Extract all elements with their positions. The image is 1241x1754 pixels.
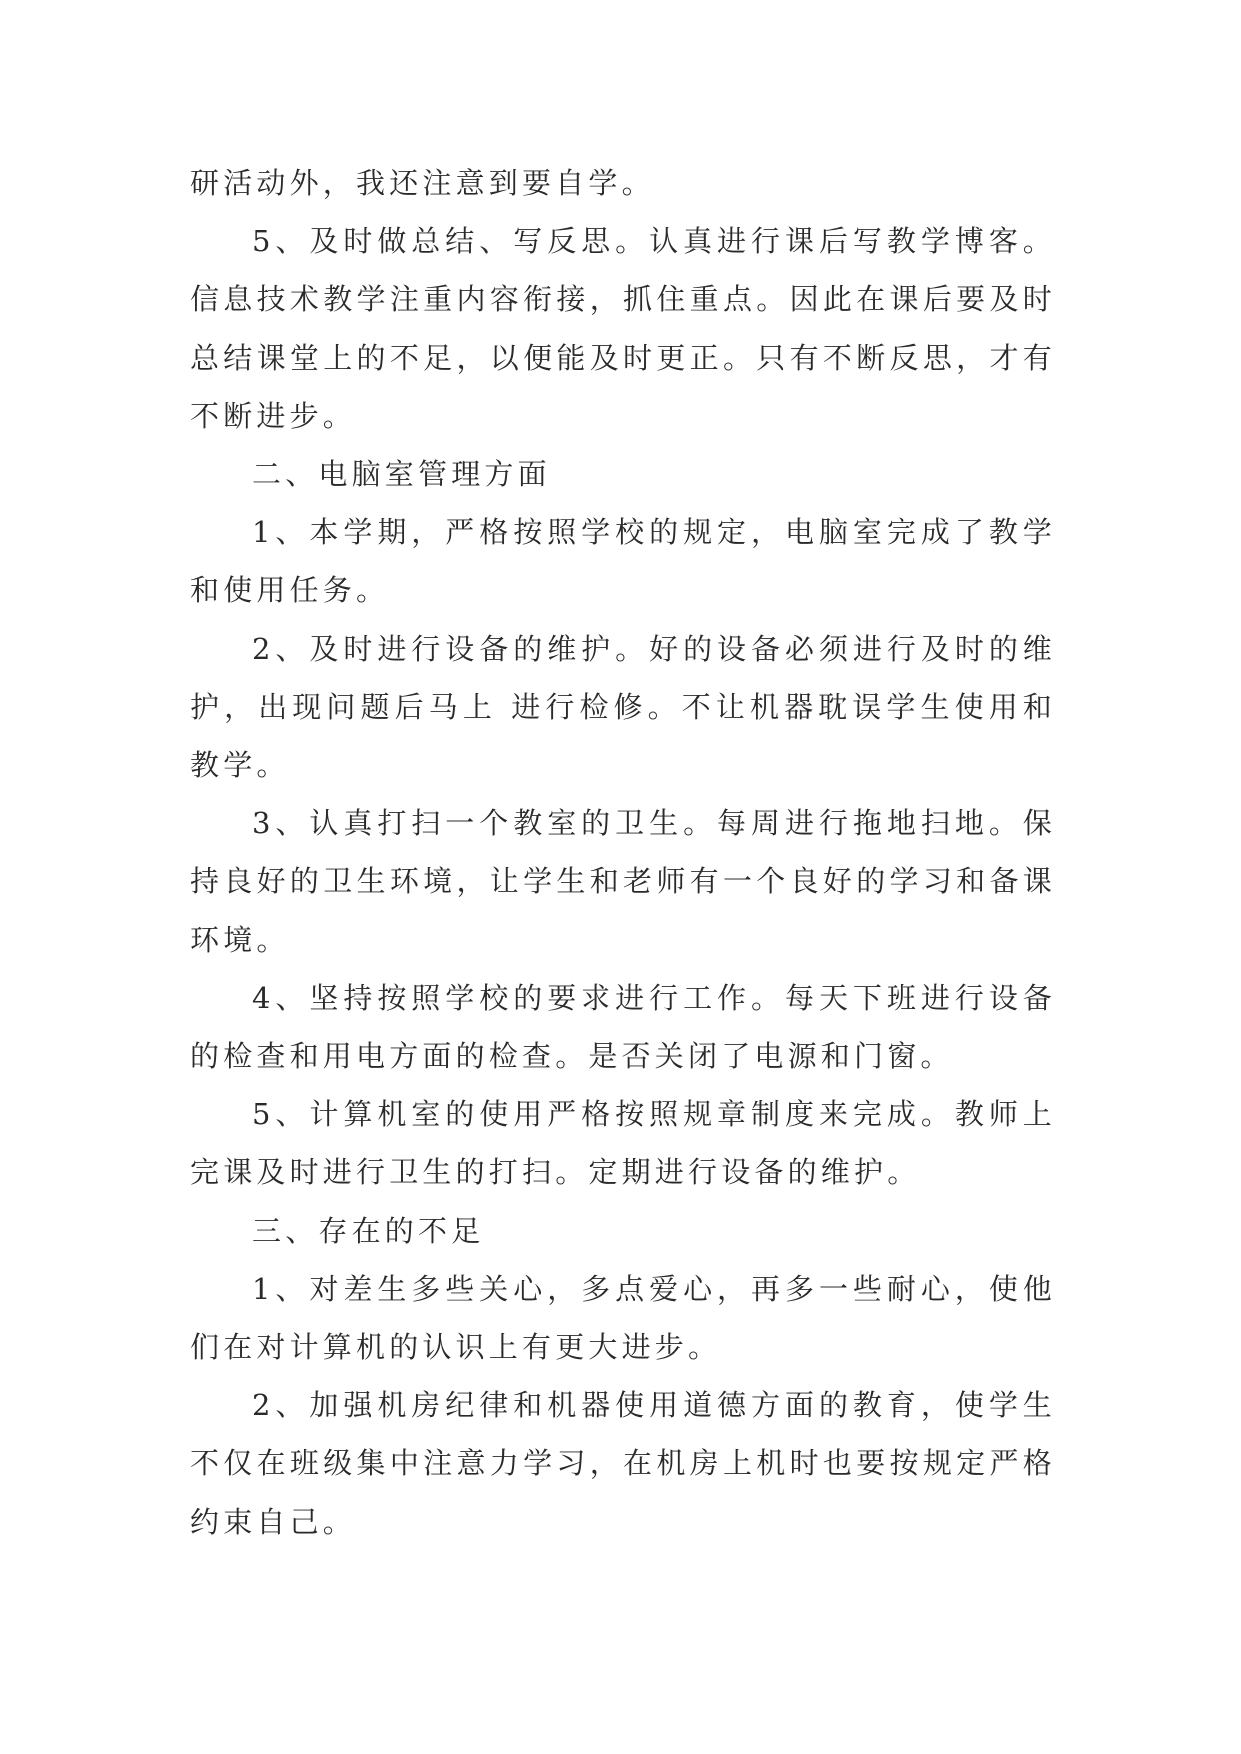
paragraph-item-5-reflection: 5、及时做总结、写反思。认真进行课后写教学博客。信息技术教学注重内容衔接，抓住重点。因此在课后要及时总结课堂上的不足，以便能及时更正。只有不断反思，才有不断进步。 <box>190 224 1056 433</box>
section-heading-shortcomings: 三、存在的不足 <box>252 1213 485 1248</box>
paragraph-item-3-cleaning: 3、认真打扫一个教室的卫生。每周进行拖地扫地。保持良好的卫生环境，让学生和老师有一个良好的学习和备课环境。 <box>190 806 1056 957</box>
paragraph-continuation: 研活动外，我还注意到要自学。 <box>190 166 655 200</box>
document-body <box>190 154 1056 1551</box>
paragraph-item-5-rules: 5、计算机室的使用严格按照规章制度来完成。教师上完课及时进行卫生的打扫。定期进行设备的维护。 <box>190 1097 1056 1190</box>
paragraph-item-4-inspection: 4、坚持按照学校的要求进行工作。每天下班进行设备的检查和用电方面的检查。是否关闭了电源和门窗。 <box>190 980 1056 1074</box>
paragraph-item-2-maintenance: 2、及时进行设备的维护。好的设备必须进行及时的维护，出现问题后马上 进行检修。不让机器耽误学生使用和教学。 <box>190 631 1056 783</box>
paragraph-item-1-semester: 1、本学期，严格按照学校的规定，电脑室完成了教学和使用任务。 <box>190 515 1056 608</box>
section-heading-computer-room-management: 二、电脑室管理方面 <box>252 457 551 492</box>
paragraph-item-2-discipline: 2、加强机房纪律和机器使用道德方面的教育，使学生不仅在班级集中注意力学习，在机房上机时也要按规定严格约束自己。 <box>190 1388 1056 1539</box>
paragraph-item-1-care: 1、对差生多些关心，多点爱心，再多一些耐心，使他们在对计算机的认识上有更大进步。 <box>190 1271 1056 1365</box>
